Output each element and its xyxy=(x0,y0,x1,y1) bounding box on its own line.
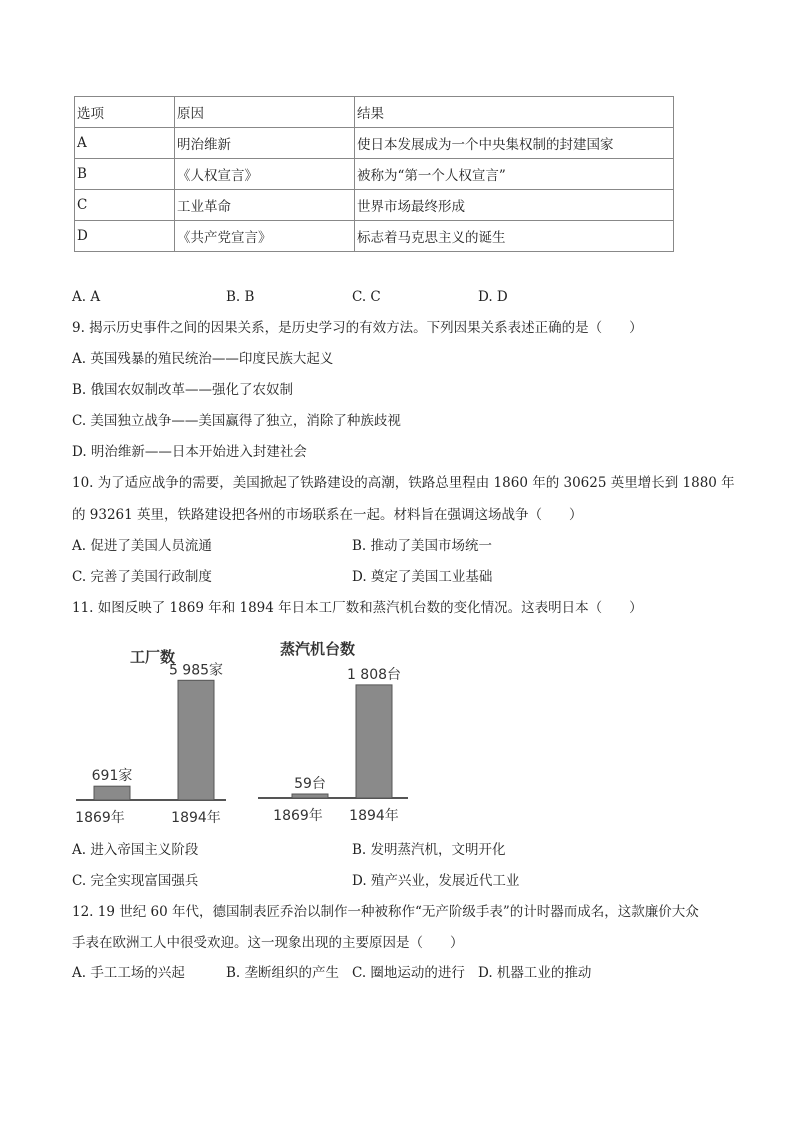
table-cell: 标志着马克思主义的诞生 xyxy=(355,221,674,252)
factory-count-chart xyxy=(75,648,226,826)
q10-option-b[interactable]: B. 推动了美国市场统一 xyxy=(352,538,493,554)
data-label: 691家 xyxy=(91,768,133,785)
q11-option-d[interactable]: D. 殖产兴业，发展近代工业 xyxy=(352,873,520,889)
table-header-cell: 原因 xyxy=(175,97,355,128)
q8-option-b[interactable]: B. B xyxy=(226,289,255,305)
q11-charts xyxy=(70,632,430,832)
table-cell: 被称为“第一个人权宣言” xyxy=(355,159,674,190)
category-label: 1894年 xyxy=(171,810,221,826)
table-cell: 《共产党宣言》 xyxy=(175,221,355,252)
chart-title: 蒸汽机台数 xyxy=(280,640,356,658)
q8-option-c[interactable]: C. C xyxy=(352,289,381,305)
table-cell: B xyxy=(75,159,175,190)
table-row xyxy=(75,159,674,190)
table-header-cell: 结果 xyxy=(355,97,674,128)
chart-bar xyxy=(356,685,392,798)
q11-option-b[interactable]: B. 发明蒸汽机，文明开化 xyxy=(352,842,506,858)
table-cell: 工业革命 xyxy=(175,190,355,221)
q9-option-c[interactable]: C. 美国独立战争——美国赢得了独立，消除了种族歧视 xyxy=(72,413,401,429)
q8-option-d[interactable]: D. D xyxy=(478,289,508,305)
q12-stem-line2: 手表在欧洲工人中很受欢迎。这一现象出现的主要原因是（ ） xyxy=(72,935,464,951)
category-label: 1869年 xyxy=(75,810,125,826)
steam-engine-chart xyxy=(258,640,408,824)
q9-stem: 9. 揭示历史事件之间的因果关系，是历史学习的有效方法。下列因果关系表述正确的是（ ） xyxy=(72,320,643,336)
table-cell: 世界市场最终形成 xyxy=(355,190,674,221)
q10-stem-line2: 的 93261 英里，铁路建设把各州的市场联系在一起。材料旨在强调这场战争（ ） xyxy=(72,507,583,523)
table-cell: 明治维新 xyxy=(175,128,355,159)
q12-option-d[interactable]: D. 机器工业的推动 xyxy=(478,965,592,981)
q10-option-c[interactable]: C. 完善了美国行政制度 xyxy=(72,569,212,585)
q10-stem-line1: 10. 为了适应战争的需要，美国掀起了铁路建设的高潮，铁路总里程由 1860 年的 30625 英里增长到 1880 年 xyxy=(72,475,735,491)
table-cell: 《人权宣言》 xyxy=(175,159,355,190)
q10-option-a[interactable]: A. 促进了美国人员流通 xyxy=(72,538,212,554)
q11-stem: 11. 如图反映了 1869 年和 1894 年日本工厂数和蒸汽机台数的变化情况。这表明日本（ ） xyxy=(72,600,643,616)
data-label: 59台 xyxy=(294,776,326,792)
table-cell: C xyxy=(75,190,175,221)
q10-option-d[interactable]: D. 奠定了美国工业基础 xyxy=(352,569,493,585)
q11-option-a[interactable]: A. 进入帝国主义阶段 xyxy=(72,842,199,858)
data-label: 1 808台 xyxy=(346,666,402,683)
chart-bar xyxy=(178,680,214,800)
data-label: 5 985家 xyxy=(168,662,224,679)
q12-option-a[interactable]: A. 手工工场的兴起 xyxy=(72,965,185,981)
q12-stem-line1: 12. 19 世纪 60 年代，德国制表匠乔治以制作一种被称作“无产阶级手表”的计时器而成名，这款廉价大众 xyxy=(72,904,699,920)
category-label: 1894年 xyxy=(349,808,399,824)
chart-bar xyxy=(292,794,328,798)
table-cell: 使日本发展成为一个中央集权制的封建国家 xyxy=(355,128,674,159)
q11-option-c[interactable]: C. 完全实现富国强兵 xyxy=(72,873,199,889)
table-row xyxy=(75,221,674,252)
table-row xyxy=(75,128,674,159)
table-row xyxy=(75,190,674,221)
q12-option-b[interactable]: B. 垄断组织的产生 xyxy=(226,965,340,981)
q12-option-c[interactable]: C. 圈地运动的进行 xyxy=(352,965,465,981)
table-row xyxy=(75,97,674,128)
table-cell: D xyxy=(75,221,175,252)
q9-option-a[interactable]: A. 英国残暴的殖民统治——印度民族大起义 xyxy=(72,351,334,367)
q9-option-b[interactable]: B. 俄国农奴制改革——强化了农奴制 xyxy=(72,382,294,398)
chart-bar xyxy=(94,786,130,800)
chart-title: 工厂数 xyxy=(130,648,176,666)
table-header-cell: 选项 xyxy=(75,97,175,128)
q8-table xyxy=(74,96,674,252)
q9-option-d[interactable]: D. 明治维新——日本开始进入封建社会 xyxy=(72,444,307,460)
table-cell: A xyxy=(75,128,175,159)
category-label: 1869年 xyxy=(273,808,323,824)
q8-option-a[interactable]: A. A xyxy=(72,289,101,305)
